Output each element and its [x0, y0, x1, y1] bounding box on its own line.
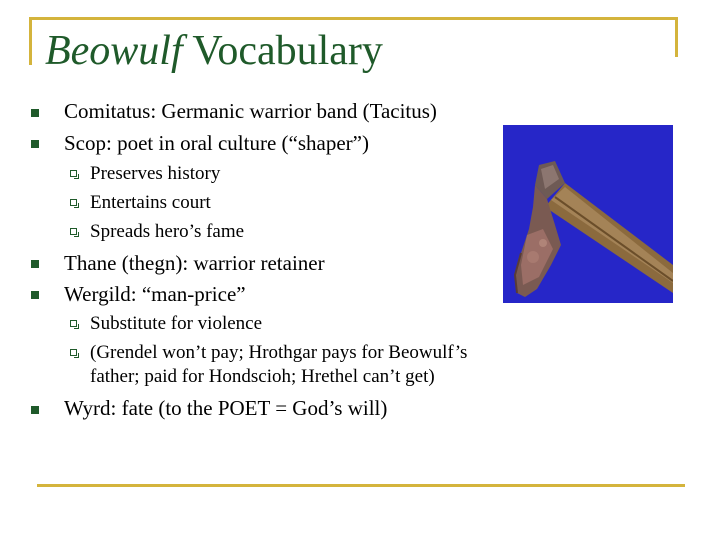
hollow-square-bullet-icon: [70, 170, 77, 177]
square-bullet-icon: [31, 291, 39, 299]
frame-bottom-line: [37, 484, 685, 487]
square-bullet-icon: [31, 140, 39, 148]
bullet-wyrd: Wyrd: fate (to the POET = God’s will): [64, 396, 388, 420]
subbullet-spreads-fame: Spreads hero’s fame: [90, 221, 245, 242]
hollow-square-bullet-icon: [70, 199, 77, 206]
slide-title: [45, 28, 383, 74]
subbullet-grendel-wont-pay: (Grendel won’t pay; Hrothgar pays for Beowulf’s: [90, 342, 468, 363]
subbullet-substitute-violence: Substitute for violence: [90, 313, 263, 334]
subbullet-preserves-history: Preserves history: [90, 163, 221, 184]
bullet-wergild: Wergild: “man-price”: [64, 282, 246, 306]
bullet-thane: Thane (thegn): warrior retainer: [64, 251, 325, 275]
axe-image: [503, 125, 673, 303]
square-bullet-icon: [31, 406, 39, 414]
frame-left-line: [29, 17, 32, 65]
bullet-scop: Scop: poet in oral culture (“shaper”): [64, 131, 369, 155]
square-bullet-icon: [31, 109, 39, 117]
subbullet-entertains-court: Entertains court: [90, 192, 211, 213]
hollow-square-bullet-icon: [70, 228, 77, 235]
bullet-comitatus: Comitatus: Germanic warrior band (Tacitus): [64, 99, 437, 123]
slide-title-italic: Beowulf: [45, 28, 183, 74]
frame-top-line: [29, 17, 677, 20]
subbullet-grendel-wont-pay-cont: father; paid for Hondscioh; Hrethel can’t get): [90, 366, 435, 387]
square-bullet-icon: [31, 260, 39, 268]
hollow-square-bullet-icon: [70, 320, 77, 327]
slide-title-rest: Vocabulary: [182, 28, 383, 74]
frame-right-line: [675, 17, 678, 57]
hollow-square-bullet-icon: [70, 349, 77, 356]
